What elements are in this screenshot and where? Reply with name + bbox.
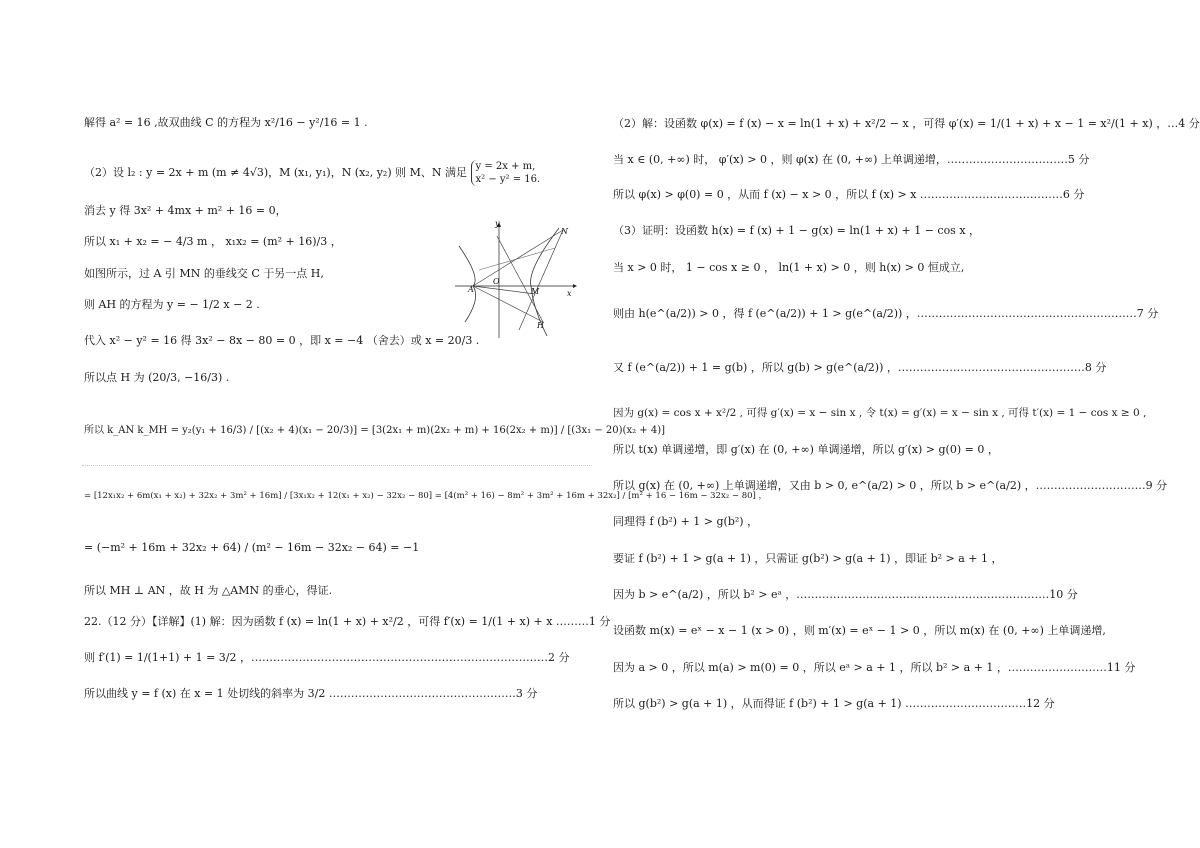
text-line: 当 x > 0 时， 1 − cos x ≥ 0 ， ln(1 + x) > 0 ，则 h(x) > 0 恒成立, (613, 261, 965, 274)
text-line: = (−m² + 16m + 32x₂ + 64) / (m² − 16m − 32x₂ − 64) = −1 (84, 541, 420, 554)
text-line: 所以点 H 为 (20/3, −16/3) . (84, 371, 230, 384)
text-line: 解得 a² = 16 ,故双曲线 C 的方程为 x²/16 − y²/16 = 1 . (84, 116, 368, 129)
text-line: 要证 f (b²) + 1 > g(a + 1) ，只需证 g(b²) > g(a + 1) ，即证 b² > a + 1 ， (613, 552, 1003, 565)
text-line: 设函数 m(x) = eˣ − x − 1 (x > 0) ，则 m′(x) = eˣ − 1 > 0 ，所以 m(x) 在 (0, +∞) 上单调递增, (613, 624, 1106, 637)
text-line: 则由 h(e^(a/2)) > 0 ，得 f (e^(a/2)) + 1 > g(e^(a/2)) ，……………………………………………………7 分 (613, 307, 1159, 320)
label-n: N (561, 227, 568, 236)
text-line: 同理得 f (b²) + 1 > g(b²) ， (613, 515, 759, 528)
label-x: x (567, 289, 572, 298)
text-line: 所以 x₁ + x₂ = − 4/3 m ， x₁x₂ = (m² + 16)/3 ， (84, 235, 342, 248)
text-line: 代入 x² − y² = 16 得 3x² − 8x − 80 = 0 ，即 x = −4 （舍去）或 x = 20/3 . (84, 334, 480, 347)
text-line: 因为 b > e^(a/2) ，所以 b² > eᵃ ，……………………………………………………………10 分 (613, 588, 1078, 601)
text-line (84, 160, 544, 186)
text-line: 因为 a > 0 ，所以 m(a) > m(0) = 0 ，所以 eᵃ > a + 1 ，所以 b² > a + 1 ，………………………11 分 (613, 661, 1136, 674)
text-line: 又 f (e^(a/2)) + 1 = g(b) ，所以 g(b) > g(e^(a/2)) ，……………………………………………8 分 (613, 361, 1107, 374)
text-line: = [12x₁x₂ + 6m(x₁ + x₂) + 32x₂ + 3m² + 16m] / [3x₁x₂ + 12(x₁ + x₂) − 32x₂ − 80] = [4(m² + 16) − 8m² + 3m² + 16m + 32x₂] / [m² + 16 − 16m − 32x₂ − 80] ， (84, 491, 768, 501)
hyperbola-figure (455, 218, 577, 340)
text-line: 所以 t(x) 单调递增，即 g′(x) 在 (0, +∞) 单调递增，所以 g′(x) > g(0) = 0 ， (613, 443, 999, 456)
text-line: 所以 k_AN k_MH = y₂(y₁ + 16/3) / [(x₂ + 4)(x₁ − 20/3)] = [3(2x₁ + m)(2x₂ + m) + 16(2x₂ + m)] / [(3x₁ − 20)(x₂ + 4)] (84, 425, 665, 436)
x-axis-arrow-icon (573, 284, 577, 288)
text-line: （3）证明：设函数 h(x) = f (x) + 1 − g(x) = ln(1 + x) + 1 − cos x ， (613, 224, 981, 237)
label-m: M (531, 287, 540, 296)
dotted-separator (82, 465, 592, 466)
text-line: 所以 φ(x) > φ(0) = 0 ，从而 f (x) − x > 0 ，所以 f (x) > x …………………………………6 分 (613, 188, 1085, 201)
equation-system (471, 160, 545, 186)
text-line: 则 AH 的方程为 y = − 1/2 x − 2 . (84, 298, 260, 311)
hyperbola-left-branch (459, 246, 476, 322)
label-h: H (537, 321, 544, 330)
label-y: y (495, 219, 500, 228)
text-line: 消去 y 得 3x² + 4mx + m² + 16 = 0， (84, 204, 287, 217)
text-line: 所以 MH ⊥ AN ，故 H 为 △AMN 的垂心，得证. (84, 584, 333, 597)
hyperbola-right-branch (531, 228, 559, 336)
text-line-content: （2）设 l₂ : y = 2x + m (m ≠ 4√3)，M (x₁, y₁)，N (x₂, y₂) 则 M、N 满足 (84, 166, 468, 179)
system-equation-2: x² − y² = 16. (475, 174, 541, 185)
line-mh (497, 236, 543, 322)
text-line: 当 x ∈ (0, +∞) 时， φ′(x) > 0 ，则 φ(x) 在 (0, +∞) 上单调递增，……………………………5 分 (613, 153, 1090, 166)
label-o: O (493, 277, 500, 286)
line-mn (519, 230, 563, 330)
text-line: （2）解：设函数 φ(x) = f (x) − x = ln(1 + x) + x²/2 − x ，可得 φ′(x) = 1/(1 + x) + x − 1 = x²/(1 + x) ，…4 分 (613, 117, 1200, 130)
text-line: 因为 g(x) = cos x + x²/2 , 可得 g′(x) = x − sin x , 令 t(x) = g′(x) = x − sin x , 可得 t′(x) = 1 − cos x ≥ 0 , (613, 407, 1147, 419)
text-line: 则 f′(1) = 1/(1+1) + 1 = 3/2 ，………………………………………………………………………2 分 (84, 651, 570, 664)
label-a: A (468, 285, 474, 294)
line-an (473, 230, 563, 286)
text-line: 所以曲线 y = f (x) 在 x = 1 处切线的斜率为 3/2 ……………………………………………3 分 (84, 687, 538, 700)
text-line: 所以 g(x) 在 (0, +∞) 上单调递增，又由 b > 0, e^(a/2) > 0 ，所以 b > e^(a/2) ，…………………………9 分 (613, 479, 1168, 492)
system-equation-1: y = 2x + m, (475, 161, 536, 172)
text-line: 如图所示，过 A 引 MN 的垂线交 C 于另一点 H, (84, 267, 324, 280)
text-line: 所以 g(b²) > g(a + 1) ，从而得证 f (b²) + 1 > g(a + 1) ……………………………12 分 (613, 697, 1055, 710)
auxiliary-line (479, 248, 555, 270)
text-line: 22.（12 分）【详解】(1) 解：因为函数 f (x) = ln(1 + x) + x²/2 ，可得 f′(x) = 1/(1 + x) + x ………1 分 (84, 615, 611, 628)
